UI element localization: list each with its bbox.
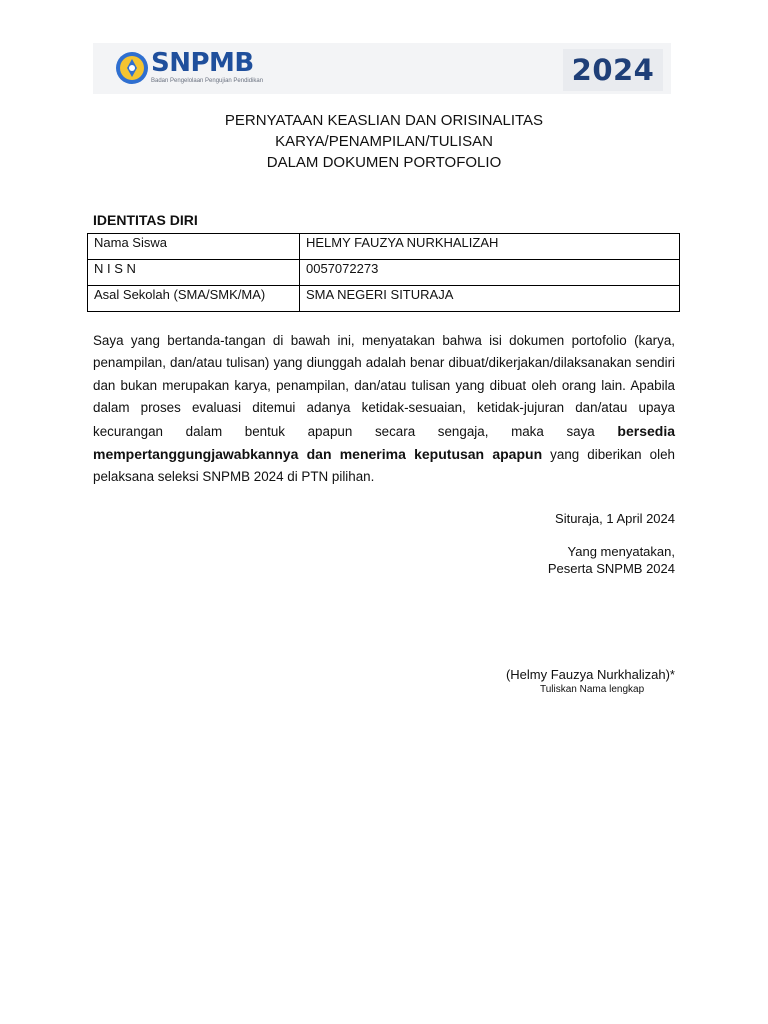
statement-bold-commitment: bersedia mempertanggungjawabkannya dan menerima keputusan apapun: [93, 422, 675, 463]
signature-closing: [548, 544, 675, 577]
title-line-1: PERNYATAAN KEASLIAN DAN ORISINALITAS: [224, 112, 544, 129]
title-line-3: DALAM DOKUMEN PORTOFOLIO: [266, 154, 502, 171]
signatory-name: (Helmy Fauzya Nurkhalizah)*: [505, 667, 675, 682]
closing-line-2: Peserta SNPMB 2024: [547, 560, 675, 576]
identity-heading: IDENTITAS DIRI: [93, 212, 198, 228]
snpmb-logo: [115, 49, 263, 89]
place-date: Situraja, 1 April 2024: [555, 511, 675, 526]
name-note: Tuliskan Nama lengkap: [540, 684, 645, 695]
logo-subtitle: Badan Pengelolaan Pengujian Pendidikan: [151, 78, 264, 84]
school-value: SMA NEGERI SITURAJA: [300, 286, 680, 312]
nisn-label: N I S N: [88, 260, 300, 286]
header-banner: [93, 43, 671, 94]
identity-table: [87, 233, 680, 312]
statement-text-before: Saya yang bertanda-tangan di bawah ini, menyatakan bahwa isi dokumen portofolio (karya, penampilan, dan/atau tulisan) yang diunggah adalah benar dibuat/dikerjakan/dilaksanakan sendiri dan bukan merupakan karya, penampilan, dan/atau tulisan yang dibuat oleh orang lain. Apabila dalam proses evaluasi ditemui adanya ketidak-sesuaian, ketidak-jujuran dan/atau upaya kecurangan dalam bentuk apapun secara sengaja, maka saya: [93, 333, 675, 439]
student-name-label: Nama Siswa: [88, 234, 300, 260]
closing-line-1: Yang menyatakan,: [567, 544, 675, 559]
table-row: [88, 234, 680, 260]
statement-paragraph: [93, 330, 675, 489]
student-name-value: HELMY FAUZYA NURKHALIZAH: [300, 234, 680, 260]
logo-text: SNPMB: [151, 48, 254, 78]
table-row: [88, 260, 680, 286]
nisn-value: 0057072273: [300, 260, 680, 286]
year-badge: 2024: [563, 49, 663, 91]
document-title: [0, 110, 768, 173]
statement-text-after: yang diberikan oleh pelaksana seleksi SNPMB 2024 di PTN pilihan.: [93, 447, 675, 485]
title-line-2: KARYA/PENAMPILAN/TULISAN: [275, 133, 493, 150]
tut-wuri-emblem-icon: [115, 51, 149, 85]
school-label: Asal Sekolah (SMA/SMK/MA): [88, 286, 300, 312]
table-row: [88, 286, 680, 312]
